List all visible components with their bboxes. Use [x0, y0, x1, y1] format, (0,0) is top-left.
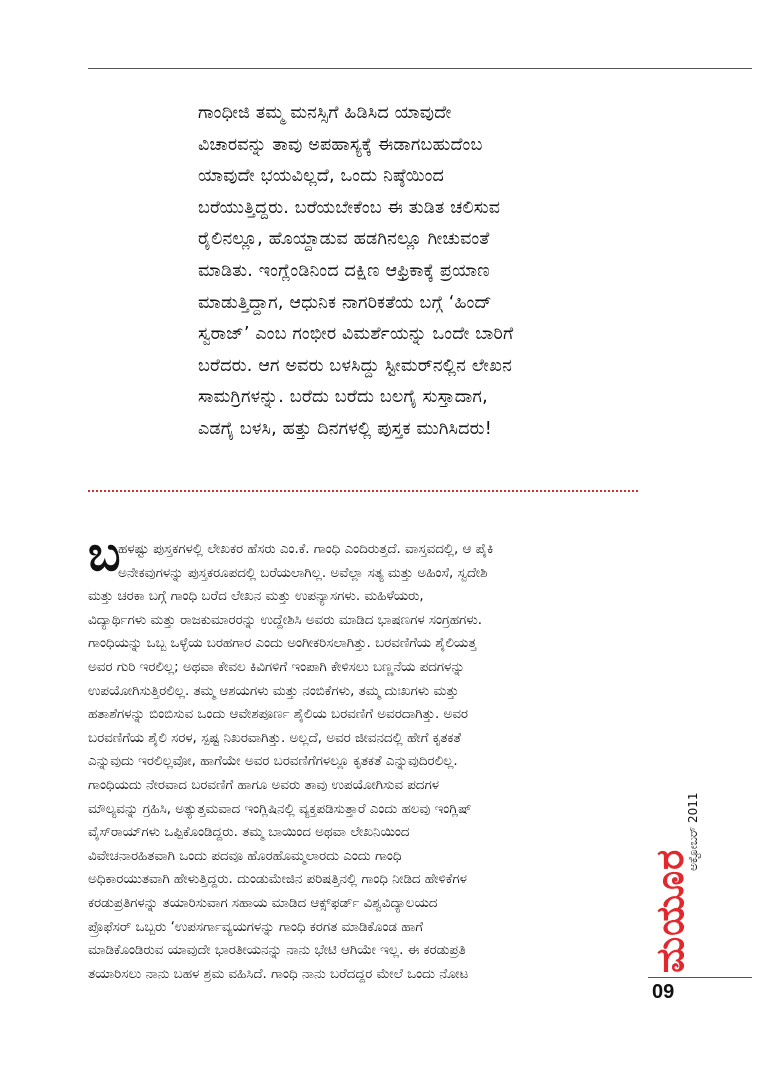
article-body	[88, 538, 643, 986]
article-line: ಅನೇಕವುಗಳನ್ನು ಪುಸ್ತಕರೂಪದಲ್ಲಿ ಬರೆಯಲಾಗಿಲ್ಲ. ಅವೆಲ್ಲಾ ಸತ್ಯ ಮತ್ತು ಅಹಿಂಸೆ, ಸ್ವದೇಶಿ	[118, 565, 488, 581]
issue-date: ಅಕ್ಟೋಬರ್ 2011	[686, 792, 700, 871]
article-line: ಮೌಲ್ಯವನ್ನು ಗ್ರಹಿಸಿ, ಅತ್ಯುತ್ತಮವಾದ ಇಂಗ್ಲಿಷಿನಲ್ಲಿ ವ್ಯಕ್ತಪಡಿಸುತ್ತಾರೆ ಎಂದು ಹಲವು ಇಂಗ್ಲಿಷ್	[88, 801, 472, 817]
top-divider	[88, 68, 752, 69]
article-line: ಎನ್ನುವುದು ಇರಲಿಲ್ಲವೋ, ಹಾಗೆಯೇ ಅವರ ಬರವಣಿಗೆಗಳಲ್ಲೂ ಕೃತಕತೆ ಎನ್ನುವುದಿರಲಿಲ್ಲ.	[88, 754, 458, 770]
dotted-divider	[88, 490, 638, 492]
pull-quote-line: ಎಡಗೈ ಬಳಸಿ, ಹತ್ತು ದಿನಗಳಲ್ಲಿ ಪುಸ್ತಕ ಮುಗಿಸಿದರು!	[198, 418, 492, 439]
article-line: ಗಾಂಧಿಯದು ನೇರವಾದ ಬರವಣಿಗೆ ಹಾಗೂ ಅವರು ತಾವು ಉಪಯೋಗಿಸುವ ಪದಗಳ	[88, 777, 439, 793]
pull-quote-line: ಬರೆಯುತ್ತಿದ್ದರು. ಬರೆಯಬೇಕೆಂಬ ಈ ತುಡಿತ ಚಲಿಸುವ	[198, 197, 501, 218]
article-line: ಅಧಿಕಾರಯುತವಾಗಿ ಹೇಳುತ್ತಿದ್ದರು. ದುಂಡುಮೇಜಿನ ಪರಿಷತ್ತಿನಲ್ಲಿ ಗಾಂಧಿ ನೀಡಿದ ಹೇಳಿಕೆಗಳ	[88, 872, 467, 888]
pull-quote-line: ಗಾಂಧೀಜಿ ತಮ್ಮ ಮನಸ್ಸಿಗೆ ಹಿಡಿಸಿದ ಯಾವುದೇ	[198, 103, 452, 123]
article-line: ತಯಾರಿಸಲು ನಾನು ಬಹಳ ಶ್ರಮ ವಹಿಸಿದೆ. ಗಾಂಧಿ ನಾನು ಬರೆದದ್ದರ ಮೇಲೆ ಒಂದು ನೋಟ	[88, 966, 469, 982]
pull-quote-line: ವಿಚಾರವನ್ನು ತಾವು ಅಪಹಾಸ್ಯಕ್ಕೆ ಈಡಾಗಬಹುದೆಂಬ	[198, 134, 483, 155]
article-line: ಮಾಡಿಕೊಂಡಿರುವ ಯಾವುದೇ ಭಾರತೀಯನನ್ನು ನಾನು ಭೇಟಿ ಆಗಿಯೇ ಇಲ್ಲ. ಈ ಕರಡುಪ್ರತಿ	[88, 943, 466, 959]
article-line: ವೈಸ್‌ರಾಯ್‌ಗಳು ಒಪ್ಪಿಕೊಂಡಿದ್ದರು. ತಮ್ಮ ಬಾಯಿಂದ ಅಥವಾ ಲೇಖನಿಯಿಂದ	[88, 825, 410, 841]
pull-quote-line: ಮಾಡಿತು. ಇಂಗ್ಲೆಂಡಿನಿಂದ ದಕ್ಷಿಣ ಆಫ್ರಿಕಾಕ್ಕೆ ಪ್ರಯಾಣ	[198, 260, 490, 281]
article-line: ಅವರ ಗುರಿ ಇರಲಿಲ್ಲ; ಅಥವಾ ಕೇವಲ ಕಿವಿಗಳಿಗೆ ಇಂಪಾಗಿ ಕೇಳಿಸಲು ಬಣ್ಣನೆಯ ಪದಗಳನ್ನು	[88, 659, 465, 675]
article-line: ಪ್ರೊಫೆಸರ್ ಒಬ್ಬರು ‘ಉಪಸರ್ಗಾವ್ಯಯಗಳನ್ನು ಗಾಂಧಿ ಕರಗತ ಮಾಡಿಕೊಂಡ ಹಾಗೆ	[88, 919, 423, 935]
magazine-logo: ಮಯೂರ	[648, 848, 692, 973]
pull-quote-line: ಬರೆದರು. ಆಗ ಅವರು ಬಳಸಿದ್ದು ಸ್ಟೀಮರ್‌ನಲ್ಲಿನ ಲೇಖನ	[198, 355, 513, 376]
pull-quote-line: ಮಾಡುತ್ತಿದ್ದಾಗ, ಆಧುನಿಕ ನಾಗರಿಕತೆಯ ಬಗ್ಗೆ ‘ಹಿಂದ್	[198, 292, 492, 313]
pull-quote-line: ಸ್ವರಾಜ್’ ಎಂಬ ಗಂಭೀರ ವಿಮರ್ಶೆಯನ್ನು ಒಂದೇ ಬಾರಿಗೆ	[198, 324, 514, 345]
article-line: ಹತಾಶೆಗಳನ್ನು ಬಿಂಬಿಸುವ ಒಂದು ಆವೇಶಪೂರ್ಣ ಶೈಲಿಯ ಬರವಣಿಗೆ ಅವರದಾಗಿತ್ತು. ಅವರ	[88, 707, 469, 723]
pull-quote-line: ರೈಲಿನಲ್ಲೂ, ಹೊಯ್ದಾಡುವ ಹಡಗಿನಲ್ಲೂ ಗೀಚುವಂತೆ	[198, 229, 490, 250]
article-line: ಬರವಣಿಗೆಯ ಶೈಲಿ ಸರಳ, ಸ್ಪಷ್ಟ ನಿಖರವಾಗಿತ್ತು. ಅಲ್ಲದೆ, ಅವರ ಜೀವನದಲ್ಲಿ ಹೇಗೆ ಕೃತಕತೆ	[88, 730, 461, 746]
article-line: ಕರಡುಪ್ರತಿಗಳನ್ನು ತಯಾರಿಸುವಾಗ ಸಹಾಯ ಮಾಡಿದ ಆಕ್ಸ್‌ಫರ್ಡ್ ವಿಶ್ವವಿದ್ಯಾಲಯದ	[88, 895, 438, 911]
drop-cap: ಬ	[88, 526, 121, 582]
article-line: ಉಪಯೋಗಿಸುತ್ತಿರಲಿಲ್ಲ. ತಮ್ಮ ಆಶಯಗಳು ಮತ್ತು ನಂಬಿಕೆಗಳು, ತಮ್ಮ ದುಃಖಗಳು ಮತ್ತು	[88, 683, 459, 699]
article-line: ವಿವೇಚನಾರಹಿತವಾಗಿ ಒಂದು ಪದವೂ ಹೊರಹೊಮ್ಮಲಾರದು ಎಂದು ಗಾಂಧಿ	[88, 848, 402, 864]
article-line: ಗಾಂಧಿಯನ್ನು ಒಬ್ಬ ಒಳ್ಳೆಯ ಬರಹಗಾರ ಎಂದು ಅಂಗೀಕರಿಸಲಾಗಿತ್ತು. ಬರವಣಿಗೆಯ ಶೈಲಿಯತ್ತ	[88, 636, 477, 652]
pull-quote	[198, 98, 628, 446]
article-line: ಹಳಷ್ಟು ಪುಸ್ತಕಗಳಲ್ಲಿ ಲೇಖಕರ ಹೆಸರು ಎಂ.ಕೆ. ಗಾಂಧಿ ಎಂದಿರುತ್ತದೆ. ವಾಸ್ತವದಲ್ಲಿ, ಆ ಪೈಕಿ	[118, 542, 494, 557]
pull-quote-line: ಸಾಮಗ್ರಿಗಳನ್ನು. ಬರೆದು ಬರೆದು ಬಲಗೈ ಸುಸ್ತಾದಾಗ,	[198, 387, 488, 408]
pull-quote-line: ಯಾವುದೇ ಭಯವಿಲ್ಲದೆ, ಒಂದು ನಿಷ್ಠೆಯಿಂದ	[198, 166, 445, 187]
page-number: 09	[652, 981, 675, 1003]
article-line: ವಿದ್ಯಾರ್ಥಿಗಳು ಮತ್ತು ರಾಜಕುಮಾರರನ್ನು ಉದ್ದೇಶಿಸಿ ಅವರು ಮಾಡಿದ ಭಾಷಣಗಳ ಸಂಗ್ರಹಗಳು.	[88, 612, 483, 628]
article-line: ಮತ್ತು ಚರಕಾ ಬಗ್ಗೆ ಗಾಂಧಿ ಬರೆದ ಲೇಖನ ಮತ್ತು ಉಪನ್ಯಾಸಗಳು. ಮಹಿಳೆಯರು,	[88, 589, 424, 605]
footer-divider	[648, 977, 752, 978]
